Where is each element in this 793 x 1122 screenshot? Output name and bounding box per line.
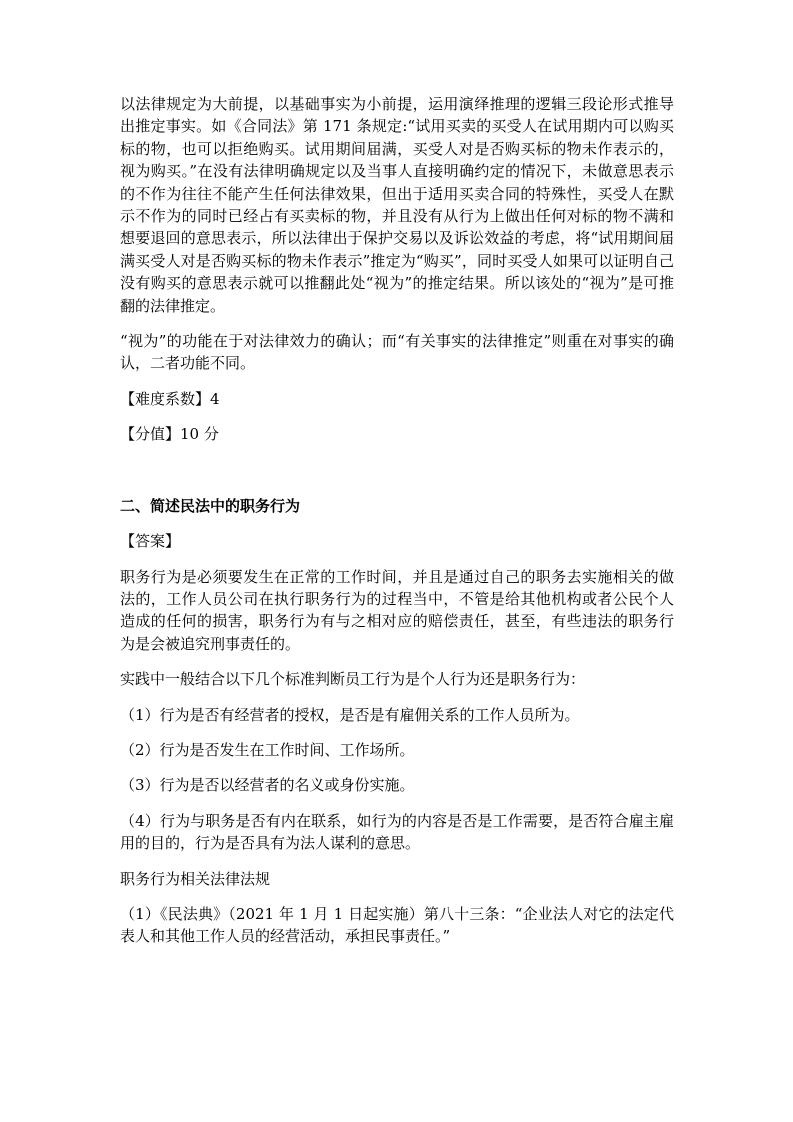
criteria-item-1: （1）行为是否有经营者的授权，是否是有雇佣关系的工作人员所为。 [120, 705, 580, 724]
paragraph-function-comparison: “视为”的功能在于对法律效力的确认；而“有关事实的法律推定”则重在对事实的确认，二者功能不同。 [120, 332, 674, 373]
criteria-item-2: （2）行为是否发生在工作时间、工作场所。 [120, 740, 415, 759]
law-item-1: （1）《民法典》（2021 年 1 月 1 日起实施）第八十三条：“企业法人对它的法定代表人和其他工作人员的经营活动，承担民事责任。” [120, 904, 674, 946]
answer-label: 【答案】 [120, 532, 181, 551]
laws-heading: 职务行为相关法律法规 [120, 869, 271, 888]
paragraph-criteria-intro: 实践中一般结合以下几个标准判断员工行为是个人行为还是职务行为： [120, 670, 586, 689]
document-page [120, 93, 674, 948]
score-label: 【分值】10 分 [120, 425, 219, 444]
criteria-item-3: （3）行为是否以经营者的名义或身份实施。 [120, 776, 415, 795]
criteria-item-4: （4）行为与职务是否有内在联系，如行为的内容是否是工作需要，是否符合雇主雇用的目的，行为是否具有为法人谋利的意思。 [120, 811, 674, 853]
difficulty-label: 【难度系数】4 [120, 389, 220, 408]
paragraph-duty-act-definition: 职务行为是必须要发生在正常的工作时间，并且是通过自己的职务去实施相关的做法的，工作人员公司在执行职务行为的过程当中，不管是给其他机构或者公民个人造成的任何的损害，职务行为有与之相对应的赔偿责任，甚至，有些违法的职务行为是会被追究刑事责任的。 [120, 567, 674, 653]
paragraph-legal-presumption: 以法律规定为大前提，以基础事实为小前提，运用演绎推理的逻辑三段论形式推导出推定事实。如《合同法》第 171 条规定:“试用买卖的买受人在试用期内可以购买标的物，也可以拒绝购买。试用期间届满，买受人对是否购买标的物未作表示的，视为购买。”在没有法律明确规定以及当事人直接明确约定的情况下，未做意思表示的不作为往往不能产生任何法律效果，但出于适用买卖合同的特殊性，买受人在默示不作为的同时已经占有买卖标的物，并且没有从行为上做出任何对标的物不满和想要退回的意思表示，所以法律出于保护交易以及诉讼效益的考虑，将“试用期间届满买受人对是否购买标的物未作表示”推定为“购买”，同时买受人如果可以证明自己没有购买的意思表示就可以推翻此处“视为”的推定结果。所以该处的“视为”是可推翻的法律推定。 [120, 95, 674, 315]
section-heading: 二、简述民法中的职务行为 [120, 496, 301, 515]
